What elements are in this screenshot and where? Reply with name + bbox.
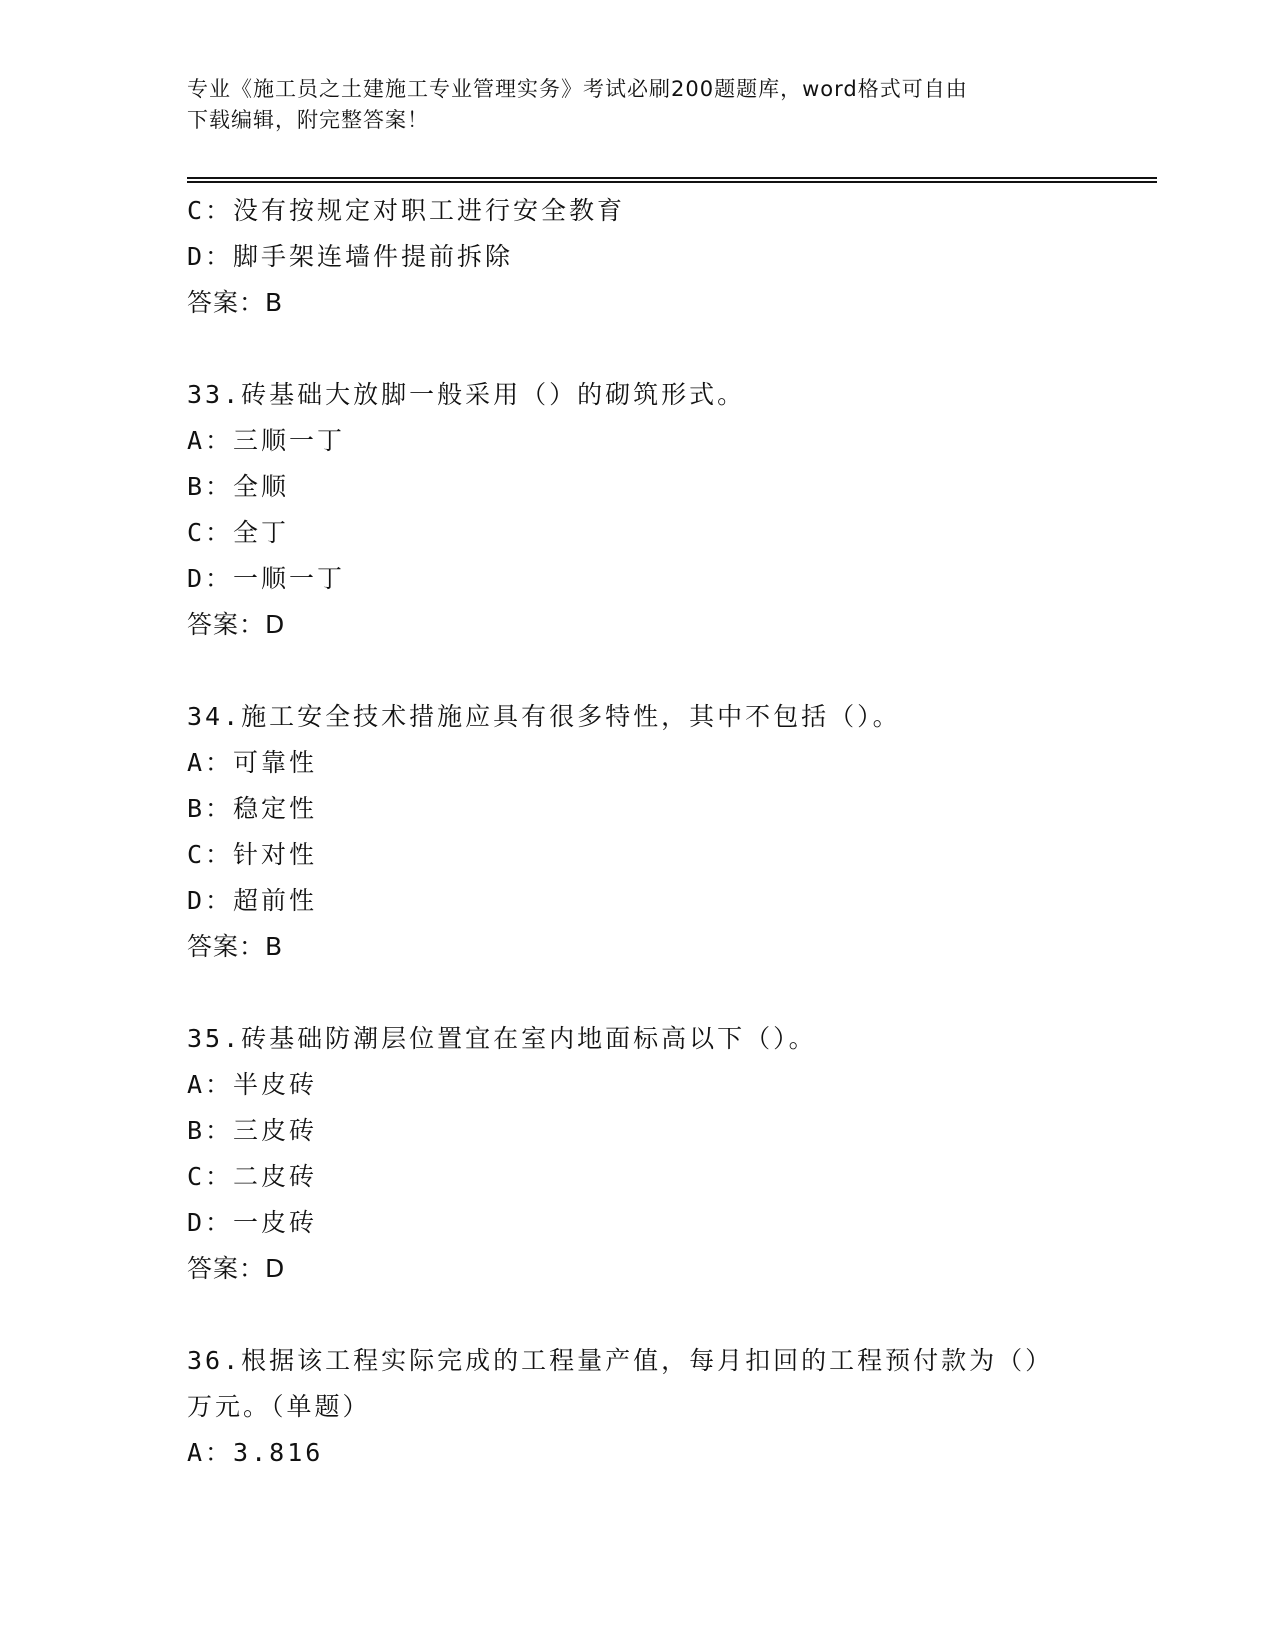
question-36-text-line-2: 万元。（单题） bbox=[187, 1392, 371, 1421]
question-35-text: 35.砖基础防潮层位置宜在室内地面标高以下（）。 bbox=[187, 1024, 817, 1053]
option-c: C：全丁 bbox=[187, 518, 290, 547]
answer-label: 答案：D bbox=[187, 610, 286, 639]
option-d: D：超前性 bbox=[187, 886, 318, 915]
spacer bbox=[187, 1292, 1087, 1338]
answer-label: 答案：D bbox=[187, 1254, 286, 1283]
question-34-text: 34.施工安全技术措施应具有很多特性，其中不包括（）。 bbox=[187, 702, 901, 731]
option-b: B：稳定性 bbox=[187, 794, 318, 823]
option-d: D：一皮砖 bbox=[187, 1208, 318, 1237]
spacer bbox=[187, 326, 1087, 372]
question-list bbox=[187, 188, 1087, 1476]
document-header bbox=[187, 74, 1067, 136]
header-divider-bottom bbox=[187, 181, 1157, 183]
question-33-text: 33.砖基础大放脚一般采用（）的砌筑形式。 bbox=[187, 380, 746, 409]
option-a: A：可靠性 bbox=[187, 748, 318, 777]
question-36-text-line-1: 36.根据该工程实际完成的工程量产值，每月扣回的工程预付款为（） bbox=[187, 1346, 1054, 1375]
option-a: A：半皮砖 bbox=[187, 1070, 318, 1099]
answer-label: 答案：B bbox=[187, 932, 284, 961]
option-d: D：脚手架连墙件提前拆除 bbox=[187, 242, 514, 271]
header-line-2: 下载编辑，附完整答案！ bbox=[187, 108, 429, 132]
option-b: B：三皮砖 bbox=[187, 1116, 318, 1145]
option-c: C：针对性 bbox=[187, 840, 318, 869]
header-divider-top bbox=[187, 177, 1157, 179]
option-c: C：没有按规定对职工进行安全教育 bbox=[187, 196, 626, 225]
header-line-1: 专业《施工员之土建施工专业管理实务》考试必刷200题题库，word格式可自由 bbox=[187, 77, 968, 101]
spacer bbox=[187, 970, 1087, 1016]
option-a: A：三顺一丁 bbox=[187, 426, 346, 455]
option-a: A：3.816 bbox=[187, 1438, 324, 1467]
spacer bbox=[187, 648, 1087, 694]
answer-label: 答案：B bbox=[187, 288, 284, 317]
option-d: D：一顺一丁 bbox=[187, 564, 346, 593]
option-c: C：二皮砖 bbox=[187, 1162, 318, 1191]
option-b: B：全顺 bbox=[187, 472, 290, 501]
